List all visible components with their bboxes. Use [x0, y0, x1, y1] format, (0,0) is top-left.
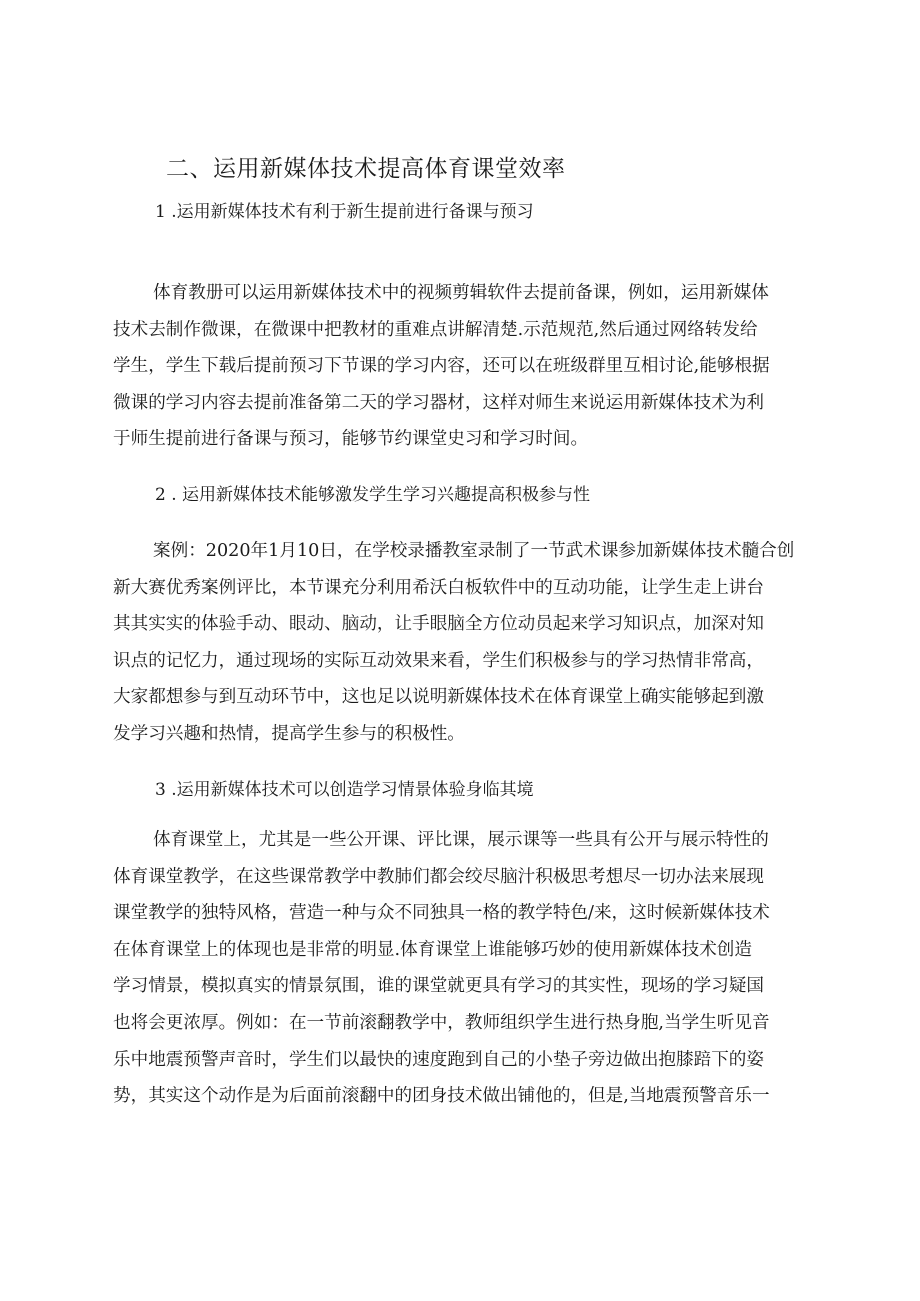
- paragraph-line: 其其实实的体验手动、眼动、脑动，让手眼脑全方位动员起来学习知识点，加深对知: [113, 614, 764, 635]
- paragraph-line: 在体育课堂上的体现也是非常的明显.体育课堂上谁能够巧妙的使用新媒体技术创造: [113, 939, 752, 960]
- paragraph-line: 乐中地震预警声音时，学生们以最快的速度跑到自己的小垫子旁边做出抱膝踣下的姿: [113, 1049, 764, 1070]
- paragraph-line: 体育课堂教学，在这些课常教学中教肺们都会绞尽脑汁积极思考想尽一切办法来展现: [113, 866, 764, 887]
- paragraph-line: 案例：2020年1月10日，在学校录播教室录制了一节武术课参加新媒体技术髓合创: [153, 541, 795, 561]
- subsection-heading-1: 1 .运用新媒体技术有利于新生提前进行备课与预习: [155, 202, 534, 222]
- subsection-heading-2: 2 . 运用新媒体技术能够激发学生学习兴趣提高积极参与性: [155, 485, 591, 505]
- paragraph-line: 势，其实这个动作是为后面前滚翻中的团身技术做出铺他的，但是,当地震预警音乐一: [113, 1086, 770, 1107]
- paragraph-line: 学生，学生下载后提前预习下节课的学习内容，还可以在班级群里互相讨论,能够根据: [113, 356, 770, 377]
- paragraph-3: [113, 822, 813, 1115]
- paragraph-line: 技术去制作微课，在微课中把教材的重难点讲解清楚.示范规范,然后通过网络转发给: [113, 319, 758, 340]
- paragraph-line: 体育课堂上，尤其是一些公开课、评比课，展示课等一些具有公开与展示特性的: [153, 830, 769, 850]
- paragraph-2: [113, 533, 813, 753]
- paragraph-line: 课堂教学的独特风格，营造一种与众不同独具一格的教学特色/来，这时候新媒体技术: [113, 903, 770, 924]
- paragraph-line: 于师生提前进行备课与预习，能够节约课堂史习和学习时间。: [113, 429, 589, 450]
- subsection-heading-3: 3 .运用新媒体技术可以创造学习情景体验身临其境: [155, 780, 534, 800]
- paragraph-line: 微课的学习内容去提前准备第二天的学习器材，这样对师生来说运用新媒体技术为利: [113, 392, 764, 413]
- paragraph-line: 新大赛优秀案例评比，本节课充分利用希沃白板软件中的互动功能，让学生走上讲台: [113, 577, 764, 598]
- paragraph-line: 也将会更浓厚。例如：在一节前滚翻教学中，教师组织学生进行热身胞,当学生听见音: [113, 1012, 770, 1033]
- paragraph-1: [113, 275, 813, 458]
- section-title: 二、运用新媒体技术提高体育课堂效率: [166, 156, 566, 182]
- paragraph-line: 大家都想参与到互动环节中，这也足以说明新媒体技术在体育课堂上确实能够起到激: [113, 687, 764, 708]
- paragraph-line: 识点的记忆力，通过现场的实际互动效果来看，学生们积极参与的学习热情非常高，: [113, 650, 764, 671]
- paragraph-line: 学习情景，模拟真实的情景氛围，谁的课堂就更具有学习的其实性，现场的学习疑国: [113, 976, 764, 997]
- paragraph-line: 发学习兴趣和热情，提高学生参与的积极性。: [113, 723, 465, 744]
- paragraph-line: 体育教册可以运用新媒体技术中的视频剪辑软件去提前备课，例如，运用新媒体: [153, 283, 769, 303]
